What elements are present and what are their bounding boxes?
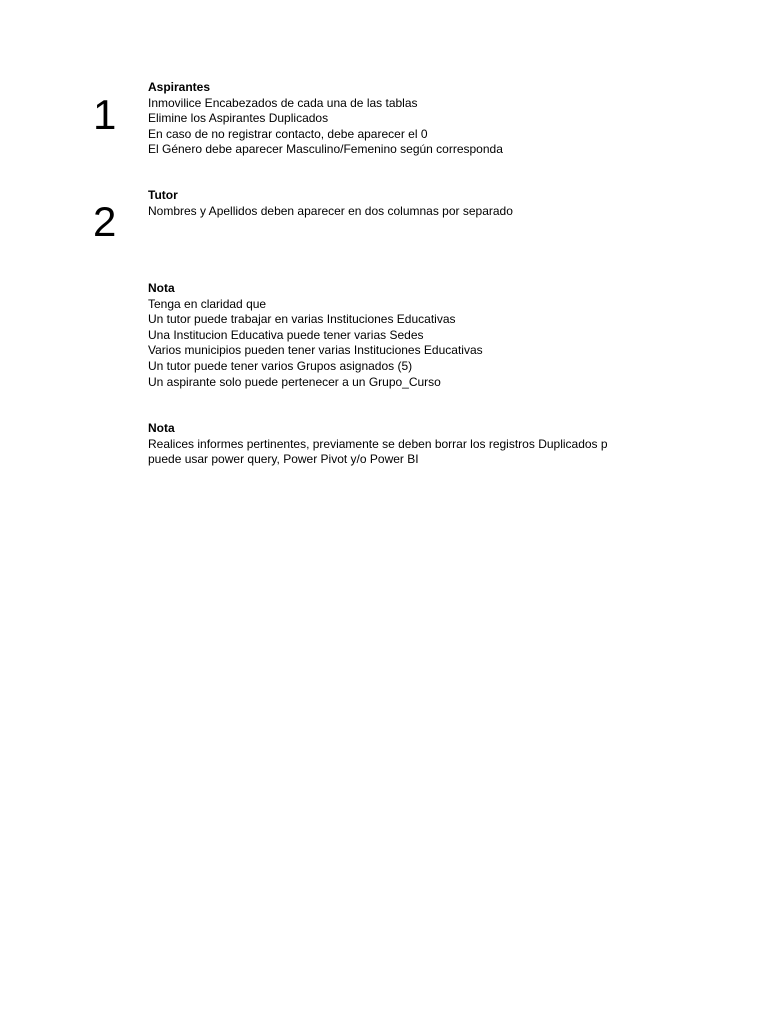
note-line: Una Institucion Educativa puede tener varias Sedes <box>148 327 424 342</box>
instruction-line: Elimine los Aspirantes Duplicados <box>148 111 329 126</box>
note-title: Nota <box>148 281 175 295</box>
section-title-aspirantes: Aspirantes <box>148 80 211 94</box>
note-title: Nota <box>148 421 175 435</box>
section-number-2: 2 <box>93 198 117 245</box>
section-tutor <box>148 188 638 219</box>
instruction-line: El Género debe aparecer Masculino/Femenino según corresponda <box>148 142 503 157</box>
note-line: Un aspirante solo puede pertenecer a un Grupo_Curso <box>148 374 441 389</box>
instruction-line: Nombres y Apellidos deben aparecer en dos columnas por separado <box>148 203 513 218</box>
note-line: Tenga en claridad que <box>148 296 267 311</box>
note-line: Un tutor puede tener varios Grupos asignados (5) <box>148 358 413 373</box>
instruction-line: En caso de no registrar contacto, debe aparecer el 0 <box>148 126 428 141</box>
note-block-1 <box>148 281 638 390</box>
section-aspirantes <box>148 80 638 158</box>
note-line: Un tutor puede trabajar en varias Instituciones Educativas <box>148 312 456 327</box>
note-line: Realices informes pertinentes, previamente se deben borrar los registros Duplicados p <box>148 436 608 451</box>
note-line: Varios municipios pueden tener varias Instituciones Educativas <box>148 343 483 358</box>
instruction-line: Inmovilice Encabezados de cada una de las tablas <box>148 95 418 110</box>
section-number-1: 1 <box>93 91 117 138</box>
note-line: puede usar power query, Power Pivot y/o Power BI <box>148 452 419 467</box>
note-block-2 <box>148 421 638 468</box>
section-title-tutor: Tutor <box>148 188 178 202</box>
